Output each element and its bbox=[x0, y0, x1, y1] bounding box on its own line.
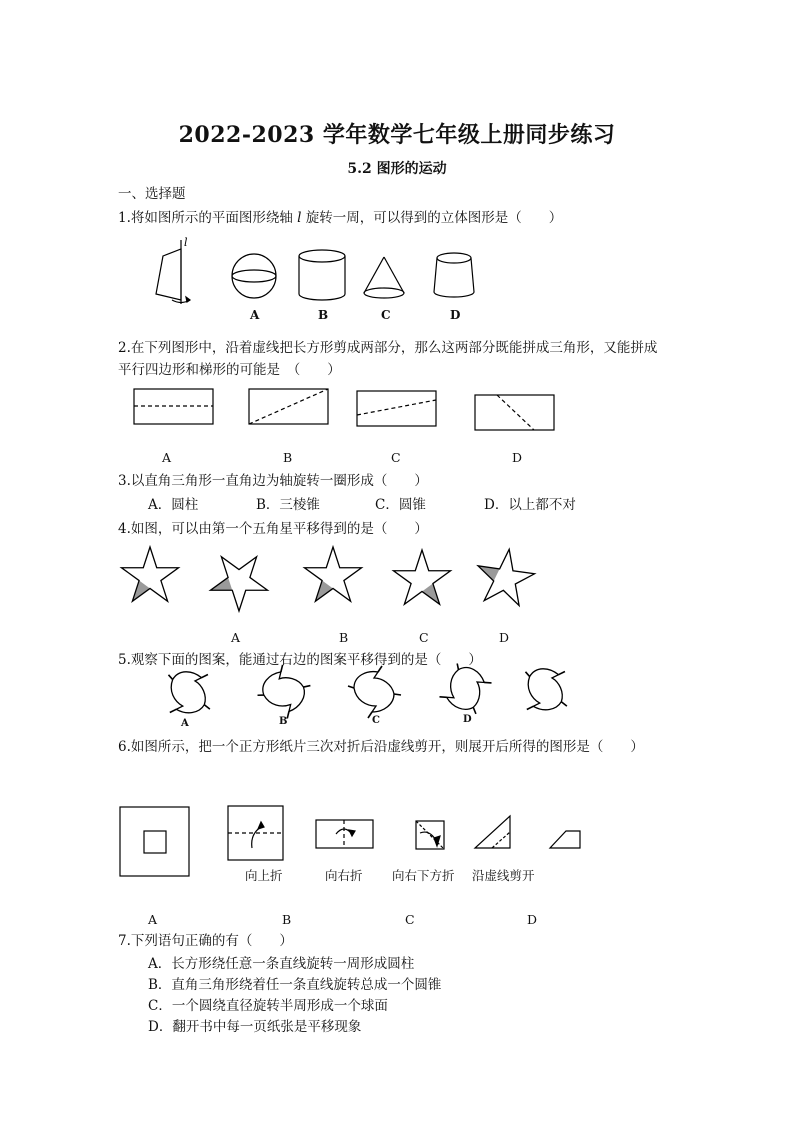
q7-choice-d: D．翻开书中每一页纸张是平移现象 bbox=[148, 1019, 362, 1035]
q1-label-c: C bbox=[381, 308, 391, 322]
q2-label-c: C bbox=[391, 450, 401, 465]
q1-label-b: B bbox=[318, 308, 329, 322]
q6-step-fold-right bbox=[316, 820, 373, 848]
q1-axis-label: l bbox=[297, 210, 302, 226]
q6-square-paper bbox=[120, 807, 189, 876]
q4-text: 4.如图，可以由第一个五角星平移得到的是（ ） bbox=[118, 521, 428, 537]
q2-line2: 平行四边形和梯形的可能是 （ ） bbox=[118, 362, 341, 378]
q3-choice-d: D．以上都不对 bbox=[484, 497, 576, 513]
page-title: 2022-2023 学年数学七年级上册同步练习 bbox=[178, 122, 616, 148]
q6-label-a: A bbox=[148, 912, 158, 927]
q2-label-d: D bbox=[512, 450, 523, 465]
q4-label-d: D bbox=[499, 630, 510, 645]
q6-text: 6.如图所示，把一个正方形纸片三次对折后沿虚线剪开，则展开后所得的图形是（ ） bbox=[118, 739, 644, 755]
svg-text:l: l bbox=[184, 236, 188, 249]
q6-label-d: D bbox=[527, 912, 538, 927]
q6-step-fold-diagonal bbox=[416, 821, 444, 849]
q3-choice-a: A．圆柱 bbox=[148, 497, 199, 513]
q6-step-fold-up bbox=[228, 806, 283, 860]
page-subtitle: 5.2 图形的运动 bbox=[347, 161, 447, 177]
q1-text-before: 1.将如图所示的平面图形绕轴 bbox=[118, 210, 298, 226]
q5-label-c: C bbox=[372, 715, 380, 726]
q1-text-after: 旋转一周，可以得到的立体图形是（ ） bbox=[301, 210, 563, 226]
q2-label-b: B bbox=[283, 450, 293, 465]
q5-label-b: B bbox=[279, 716, 288, 727]
q5-label-d: D bbox=[463, 714, 472, 725]
q4-label-b: B bbox=[339, 630, 349, 645]
q6-step-2-label: 向右折 bbox=[325, 868, 363, 883]
q3-text: 3.以直角三角形一直角边为轴旋转一圈形成（ ） bbox=[118, 473, 428, 489]
q2-line1: 2.在下列图形中，沿着虚线把长方形剪成两部分，那么这两部分既能拼成三角形，又能拼成 bbox=[118, 340, 658, 356]
q7-choice-b: B．直角三角形绕着任一条直线旋转总成一个圆锥 bbox=[148, 977, 442, 993]
q6-step-3-label: 向右下方折 bbox=[392, 868, 455, 883]
q1-label-d: D bbox=[450, 308, 461, 322]
q2-label-a: A bbox=[162, 450, 172, 465]
q1-label-a: A bbox=[250, 308, 260, 322]
q4-label-c: C bbox=[419, 630, 429, 645]
q5-text: 5.观察下面的图案，能通过右边的图案平移得到的是（ ） bbox=[118, 652, 482, 668]
q3-choice-c: C．圆锥 bbox=[375, 497, 426, 513]
q7-choice-a: A．长方形绕任意一条直线旋转一周形成圆柱 bbox=[148, 956, 415, 972]
q7-text: 7.下列语句正确的有（ ） bbox=[118, 933, 293, 949]
q5-label-a: A bbox=[181, 718, 189, 729]
q7-choice-c: C．一个圆绕直径旋转半周形成一个球面 bbox=[148, 998, 388, 1014]
q6-step-4-label: 沿虚线剪开 bbox=[472, 868, 535, 883]
q6-label-b: B bbox=[282, 912, 292, 927]
q6-result-piece bbox=[550, 831, 580, 848]
q6-step-cut bbox=[475, 816, 510, 848]
q6-step-1-label: 向上折 bbox=[245, 868, 283, 883]
q3-choice-b: B．三棱锥 bbox=[256, 497, 320, 513]
section-heading: 一、选择题 bbox=[118, 186, 186, 202]
q6-label-c: C bbox=[405, 912, 415, 927]
q4-label-a: A bbox=[231, 630, 241, 645]
